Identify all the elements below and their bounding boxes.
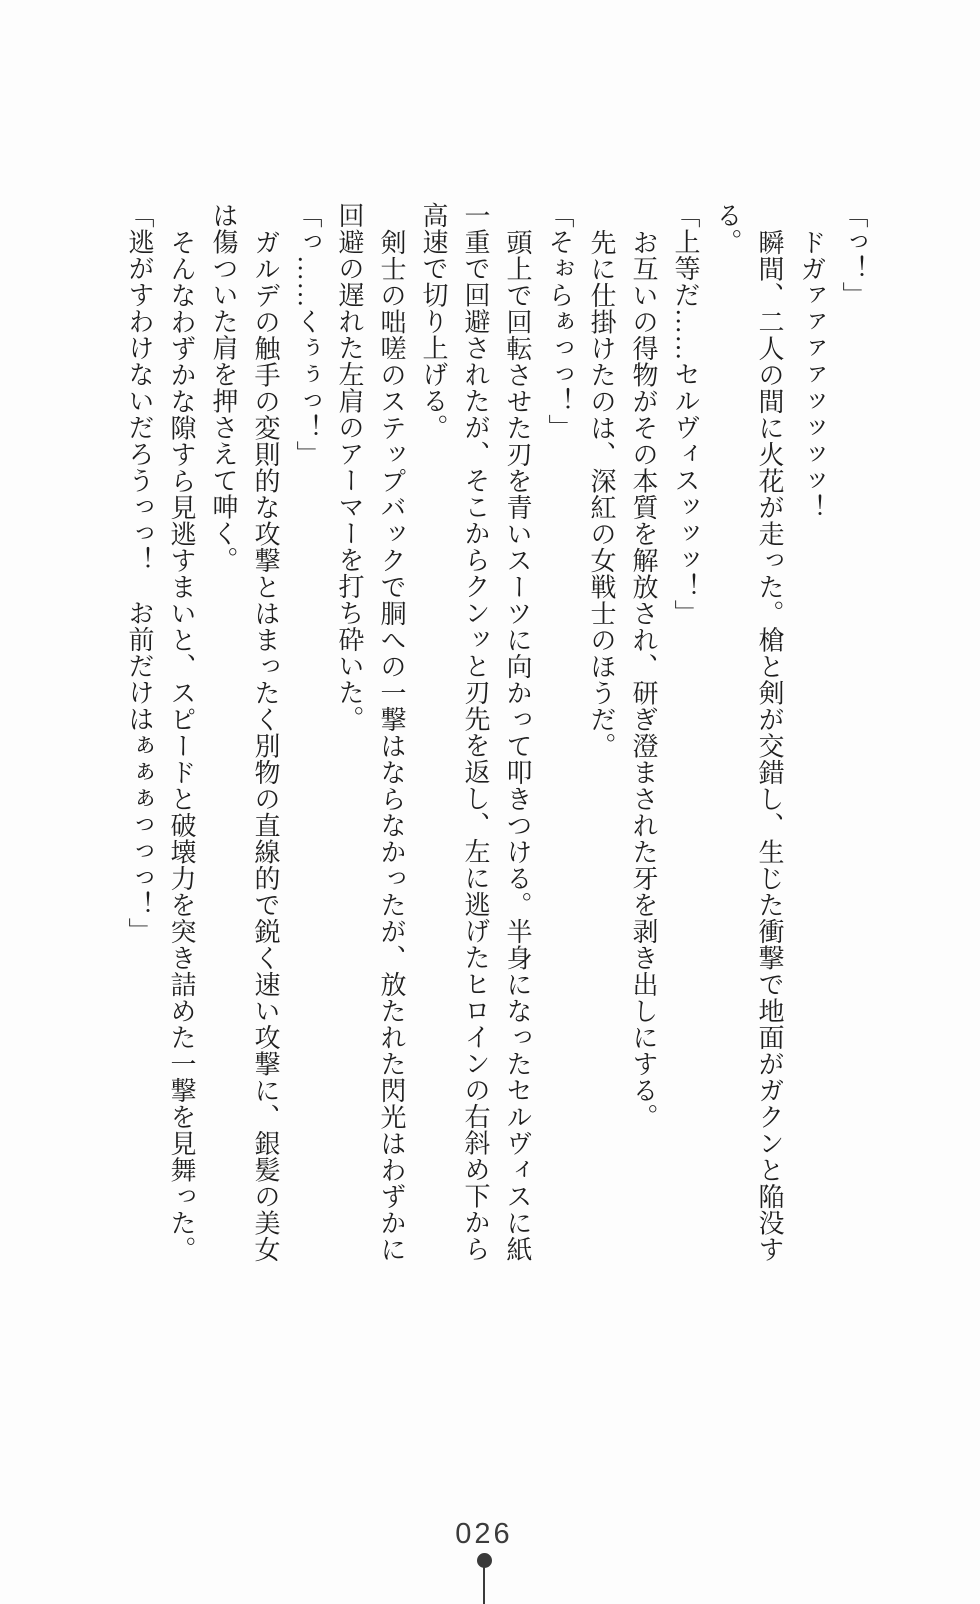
text-line: 「上等だ……セルヴィスッッッ！」 bbox=[671, 202, 700, 626]
text-line: る。 bbox=[713, 202, 742, 255]
footer-stem-line bbox=[483, 1566, 485, 1604]
text-line: そんなわずかな隙すら見逃すまいと、スピードと破壊力を突き詰めた一撃を見舞った。 bbox=[167, 229, 196, 1263]
text-line: 「そぉらぁっっ！」 bbox=[545, 202, 574, 441]
page-footer bbox=[0, 1510, 980, 1604]
text-line: 一重で回避されたが、そこからクンッと刃先を返し、左に逃げたヒロインの右斜め下から bbox=[461, 202, 490, 1262]
page-number: 026 bbox=[455, 1518, 513, 1550]
text-line: ドガァァァァッッッッ！ bbox=[797, 229, 826, 521]
text-line: ガルデの触手の変則的な攻撃とはまったく別物の直線的で鋭く速い攻撃に、銀髪の美女 bbox=[251, 229, 280, 1263]
text-line: 先に仕掛けたのは、深紅の女戦士のほうだ。 bbox=[587, 229, 616, 759]
text-line: 回避の遅れた左肩のアーマーを打ち砕いた。 bbox=[335, 202, 364, 732]
text-line: 瞬間、二人の間に火花が走った。槍と剣が交錯し、生じた衝撃で地面がガクンと陥没す bbox=[755, 229, 784, 1263]
text-line: 「逃がすわけないだろうっっ！ お前だけはぁぁぁっっっ！」 bbox=[125, 202, 154, 944]
vertical-text-block bbox=[118, 202, 874, 1276]
text-line: お互いの得物がその本質を解放され、研ぎ澄まされた牙を剥き出しにする。 bbox=[629, 229, 658, 1130]
text-line: 剣士の咄嗟のステップバックで胴への一撃はならなかったが、放たれた閃光はわずかに bbox=[377, 229, 406, 1263]
text-line: 「っ……くぅぅっ！」 bbox=[293, 202, 322, 467]
text-line: 「っ！」 bbox=[839, 202, 868, 308]
text-line: 頭上で回転させた刃を青いスーツに向かって叩きつける。半身になったセルヴィスに紙 bbox=[503, 229, 532, 1263]
text-line: 高速で切り上げる。 bbox=[419, 202, 448, 441]
text-line: は傷ついた肩を押さえて呻く。 bbox=[209, 202, 238, 573]
